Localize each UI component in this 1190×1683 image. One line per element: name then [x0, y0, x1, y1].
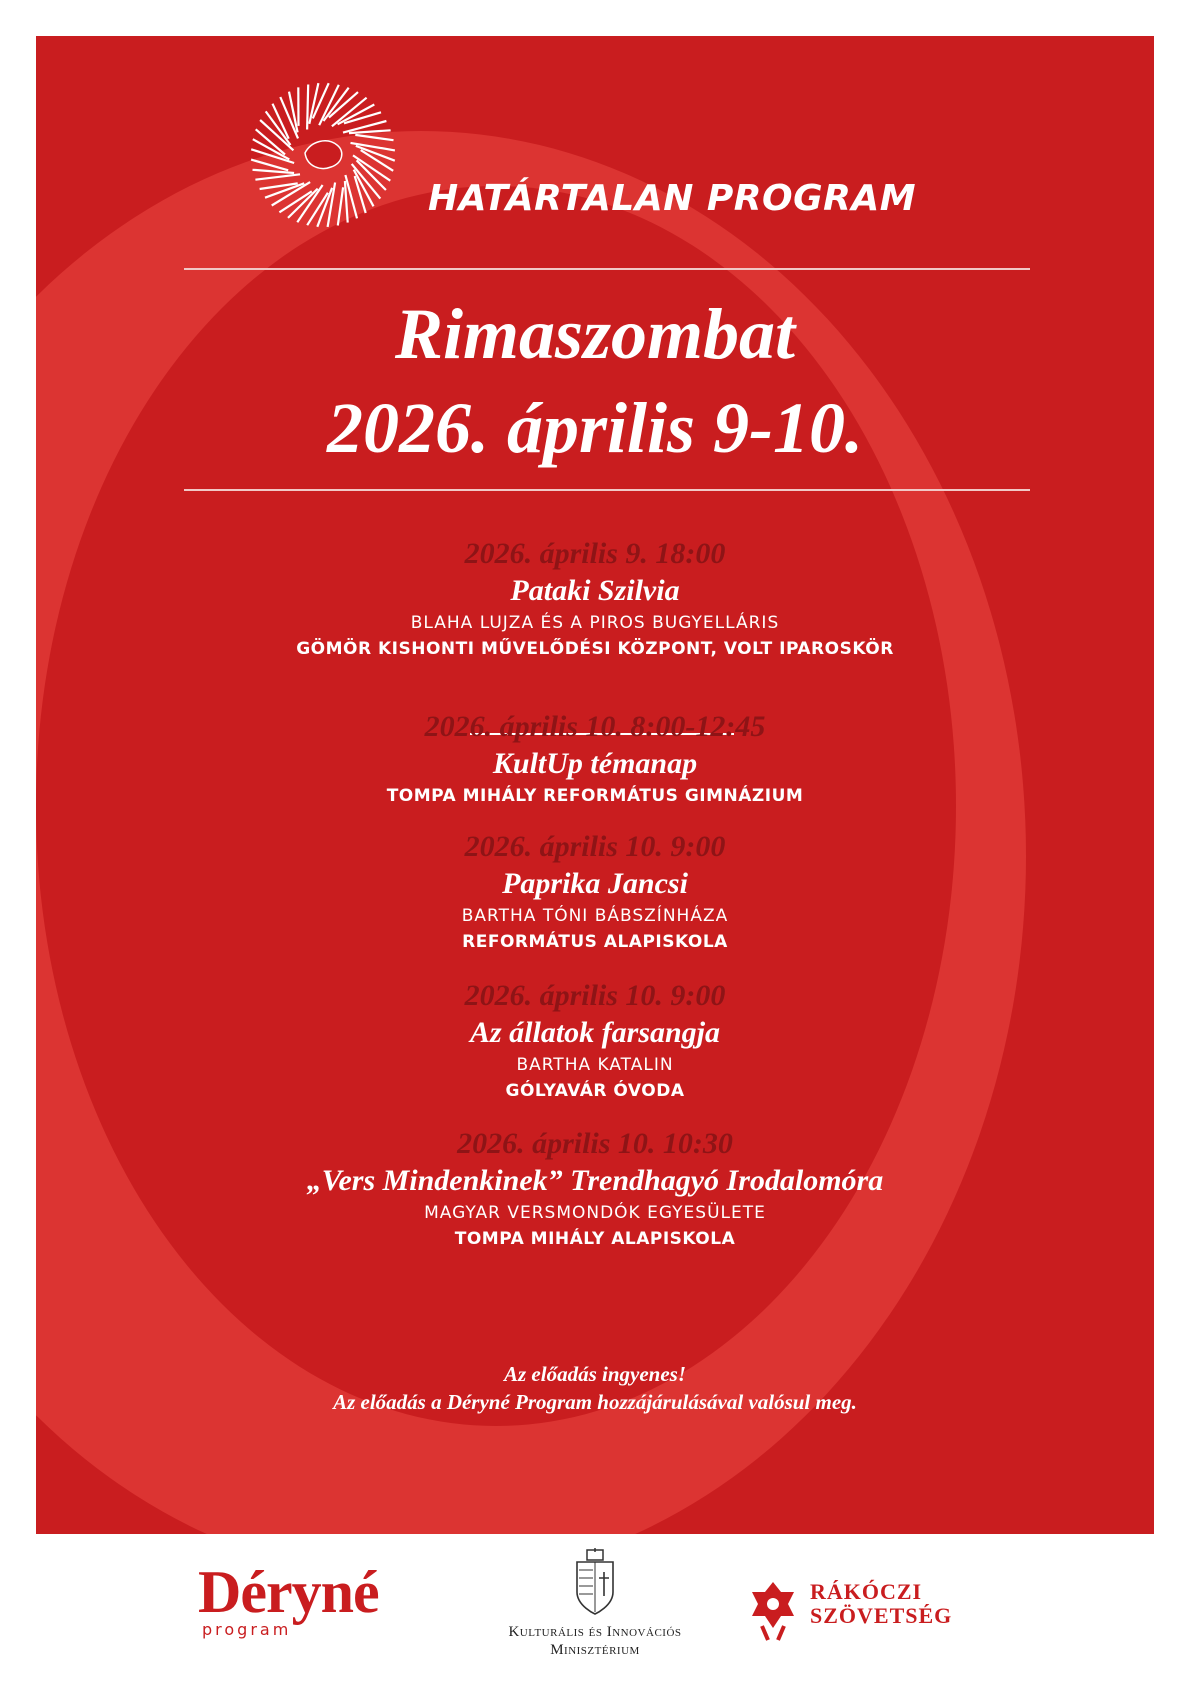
event-item: [36, 1126, 1154, 1252]
event-title: Pataki Szilvia: [510, 574, 680, 607]
event-venue: GÓLYAVÁR ÓVODA: [505, 1081, 685, 1101]
deryne-logo-name: Déryné: [198, 1559, 379, 1625]
event-date: 2026. április 9. 18:00: [464, 537, 726, 570]
event-venue: TOMPA MIHÁLY ALAPISKOLA: [454, 1229, 736, 1249]
free-note: Az előadás ingyenes!: [503, 1362, 686, 1386]
event-item: [36, 978, 1154, 1104]
event-date: 2026. április 10. 10:30: [457, 1127, 733, 1160]
ministry-logo: [470, 1548, 720, 1683]
event-performer: MAGYAR VERSMONDÓK EGYESÜLETE: [424, 1203, 766, 1223]
event-performer: BLAHA LUJZA ÉS A PIROS BUGYELLÁRIS: [410, 613, 780, 633]
event-item: [36, 829, 1154, 955]
event-venue: TOMPA MIHÁLY REFORMÁTUS GIMNÁZIUM: [386, 786, 804, 806]
event-venue: REFORMÁTUS ALAPISKOLA: [462, 932, 728, 952]
poster-content: [36, 36, 1154, 1534]
rakoczi-emblem-icon: [748, 1578, 798, 1644]
rakoczi-name-line2: SZÖVETSÉG: [810, 1603, 953, 1628]
event-title: Az állatok farsangja: [469, 1016, 721, 1049]
event-title: „Vers Mindenkinek” Trendhagyó Irodalomóra: [306, 1164, 884, 1197]
support-note: Az előadás a Déryné Program hozzájárulásával valósul meg.: [333, 1390, 857, 1414]
event-dates-title: 2026. április 9-10.: [326, 388, 864, 468]
event-title: KultUp témanap: [492, 747, 698, 780]
city-title: Rimaszombat: [394, 294, 796, 374]
poster: [36, 36, 1154, 1534]
event-date: 2026. április 10. 9:00: [464, 830, 726, 863]
event-item: [36, 709, 1154, 809]
rakoczi-name-line1: RÁKÓCZI: [810, 1579, 923, 1604]
hatartalan-sunburst-logo-icon: [248, 80, 398, 230]
rakoczi-szovetseg-logo: [748, 1578, 1008, 1658]
ministry-name-line2: Minisztérium: [550, 1642, 640, 1658]
event-performer: BARTHA TÓNI BÁBSZÍNHÁZA: [461, 906, 729, 926]
event-venue: GÖMÖR KISHONTI MŰVELŐDÉSI KÖZPONT, VOLT IPAROSKÖR: [296, 639, 894, 659]
event-date: 2026. április 10. 9:00: [464, 979, 726, 1012]
ministry-name-line1: Kulturális és Innovációs: [508, 1624, 682, 1640]
event-title: Paprika Jancsi: [502, 867, 688, 900]
event-performer: BARTHA KATALIN: [516, 1055, 674, 1075]
top-divider: [184, 268, 1030, 270]
event-date: 2026. április 10. 8:00-12:45: [424, 710, 766, 743]
bottom-divider: [184, 489, 1030, 491]
deryne-logo-sub: program: [202, 1620, 292, 1639]
rakoczi-name: [810, 1580, 952, 1628]
event-item: [36, 536, 1154, 662]
deryne-program-logo: [198, 1559, 458, 1652]
program-title: HATÁRTALAN PROGRAM: [428, 178, 917, 219]
hungarian-coat-of-arms-icon: [573, 1548, 617, 1618]
